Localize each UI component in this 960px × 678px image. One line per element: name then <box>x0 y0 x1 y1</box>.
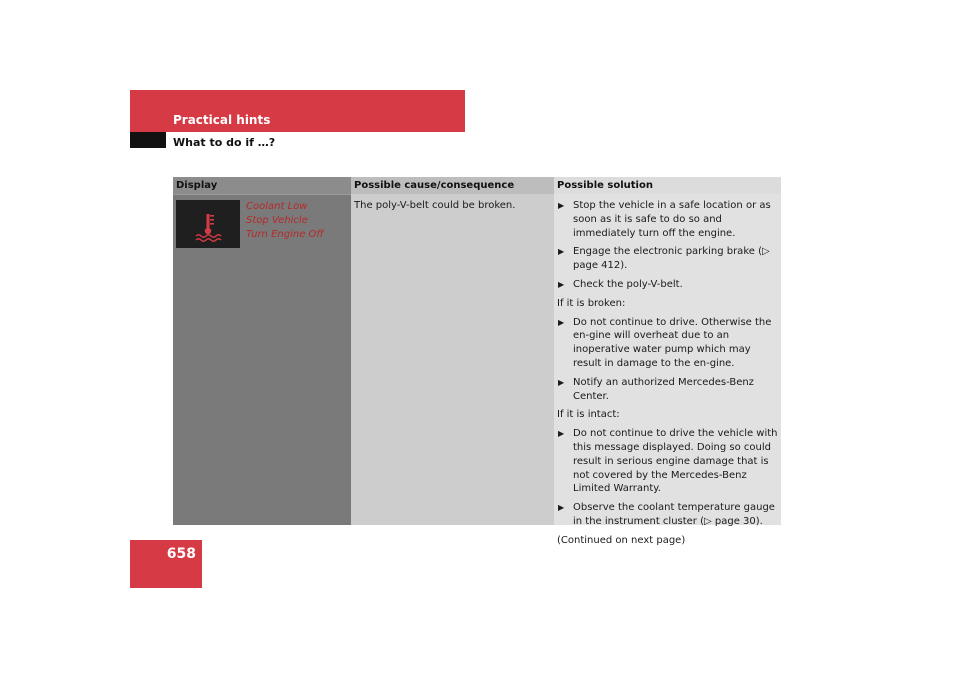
step-arrow-icon: ▶ <box>558 503 565 513</box>
page-number: 658 <box>166 546 196 562</box>
solution-step: ▶ Notify an authorized Mercedes-Benz Center. <box>558 376 754 402</box>
display-line-3: Turn Engine Off <box>246 229 324 240</box>
coolant-temperature-icon <box>176 200 240 248</box>
display-cell <box>173 194 351 525</box>
solution-step: ▶ Do not continue to drive the vehicle with this message displayed. Doing so could result in serious engine damage that is not covered by the Mercedes-Benz Limited Warranty. <box>558 428 778 495</box>
display-line-1: Coolant Low <box>246 201 308 212</box>
step-arrow-icon: ▶ <box>558 377 565 387</box>
step-arrow-icon: ▶ <box>558 429 565 439</box>
header-solution: Possible solution <box>554 177 781 194</box>
section-title: Practical hints <box>173 113 271 127</box>
solution-step: ▶ Observe the coolant temperature gauge in the instrument cluster (▷ page 30). <box>558 502 775 527</box>
solution-list <box>557 199 779 548</box>
page-number-box <box>130 540 202 588</box>
cause-cell <box>351 194 554 525</box>
solution-cell <box>554 194 781 546</box>
header-marker <box>130 132 166 148</box>
solution-step: ▶ Engage the electronic parking brake (▷ page 412). <box>558 246 770 272</box>
display-message <box>246 200 324 242</box>
step-arrow-icon: ▶ <box>558 201 565 210</box>
step-arrow-icon: ▶ <box>558 247 565 257</box>
troubleshooting-table <box>173 177 781 546</box>
step-arrow-icon: ▶ <box>558 279 565 289</box>
continued-note: (Continued on next page) <box>557 534 686 546</box>
step-arrow-icon: ▶ <box>558 317 565 327</box>
solution-step: ▶ Do not continue to drive. Otherwise the en-gine will overheat due to an inoperative water pump which may result in damage to the en-gine. <box>558 316 772 369</box>
condition-intact: If it is intact: <box>557 409 620 421</box>
solution-step: ▶ Stop the vehicle in a safe location or as soon as it is safe to do so and immediately turn off the engine. <box>558 200 771 239</box>
display-line-2: Stop Vehicle <box>246 215 308 226</box>
cause-text: The poly-V-belt could be broken. <box>354 200 516 211</box>
header-display: Display <box>173 177 351 194</box>
condition-broken: If it is broken: <box>557 297 626 309</box>
subsection-title: What to do if …? <box>173 136 276 149</box>
header-cause: Possible cause/consequence <box>351 177 554 194</box>
solution-step: ▶ Check the poly-V-belt. <box>558 278 683 290</box>
